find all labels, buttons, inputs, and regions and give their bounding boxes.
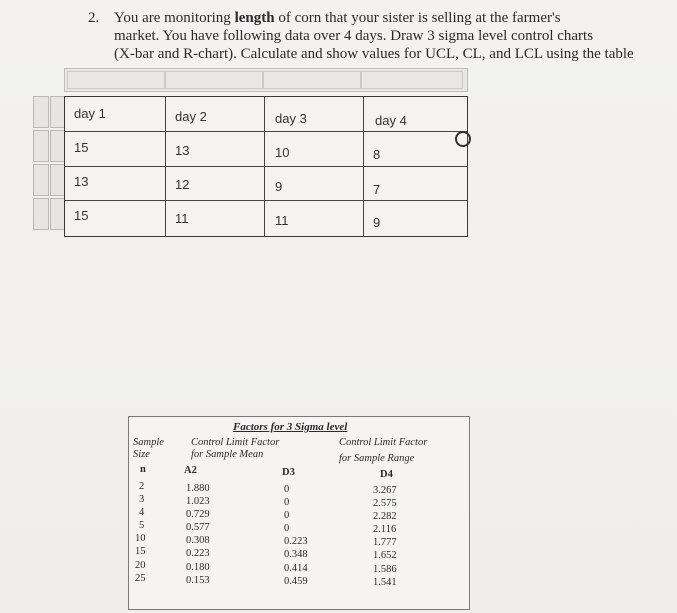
- d3-label: D3: [282, 467, 295, 478]
- factor-d3: 0.223: [284, 536, 308, 547]
- strip-cell: [263, 71, 361, 89]
- empty-header-strip: [64, 68, 468, 92]
- cell-r1-day1: 15: [74, 140, 89, 155]
- corn-length-table: [64, 96, 468, 237]
- mean-factor-header-1: Control Limit Factor: [191, 437, 280, 448]
- sample-size-header-1: Sample: [133, 437, 164, 448]
- factor-a2: 0.308: [186, 535, 210, 546]
- factor-n: 20: [135, 560, 146, 571]
- cell-r3-day3: 11: [275, 213, 289, 228]
- row-divider: [65, 166, 467, 167]
- factor-d3: 0.414: [284, 563, 308, 574]
- factor-d4: 1.586: [373, 564, 397, 575]
- factor-d4: 2.575: [373, 498, 397, 509]
- cell-r2-day4: 7: [373, 182, 381, 197]
- question-text: [114, 9, 664, 63]
- question-line-1: [114, 9, 664, 27]
- factor-d3: 0: [284, 497, 290, 508]
- header-day-4: day 4: [375, 113, 407, 128]
- factor-n: 10: [135, 533, 146, 544]
- question-line-1-pre: You are monitoring: [114, 10, 235, 26]
- sample-size-header-2: Size: [133, 449, 150, 460]
- factor-a2: 0.577: [186, 522, 210, 533]
- cell-r1-day2: 13: [175, 143, 190, 158]
- cell-r2-day3: 9: [275, 179, 283, 194]
- factor-a2: 0.729: [186, 509, 210, 520]
- factor-d3: 0: [284, 484, 290, 495]
- question-line-1-post: of corn that your sister is selling at the farmer's: [274, 10, 561, 26]
- factor-d4: 2.282: [373, 511, 397, 522]
- factor-n: 5: [139, 520, 145, 531]
- header-day-2: day 2: [175, 109, 207, 124]
- cell-r2-day2: 12: [175, 177, 190, 192]
- factor-a2: 0.153: [186, 575, 210, 586]
- factor-a2: 0.180: [186, 562, 210, 573]
- factor-d4: 1.652: [373, 550, 397, 561]
- factor-n: 4: [139, 507, 145, 518]
- factor-n: 25: [135, 573, 146, 584]
- question-number: 2.: [88, 10, 100, 26]
- row-selector-box[interactable]: [33, 96, 49, 128]
- range-factor-header-1: Control Limit Factor: [339, 437, 428, 448]
- cell-r3-day1: 15: [74, 208, 89, 223]
- factor-d4: 3.267: [373, 485, 397, 496]
- factors-title: Factors for 3 Sigma level: [233, 421, 348, 433]
- n-label: n: [140, 464, 146, 475]
- strip-cell: [67, 71, 165, 89]
- factor-n: 2: [139, 481, 145, 492]
- question-line-3: (X-bar and R-chart). Calculate and show values for UCL, CL, and LCL using the table: [114, 46, 634, 62]
- question-line-2: market. You have following data over 4 days. Draw 3 sigma level control charts: [114, 28, 594, 44]
- factor-a2: 1.023: [186, 496, 210, 507]
- factor-d3: 0.348: [284, 549, 308, 560]
- factor-d3: 0: [284, 523, 290, 534]
- row-selector-box[interactable]: [33, 198, 49, 230]
- cell-r3-day2: 11: [175, 211, 189, 226]
- cell-r1-day3: 10: [275, 145, 290, 160]
- row-divider: [65, 131, 467, 132]
- header-day-3: day 3: [275, 111, 307, 126]
- factor-d4: 1.541: [373, 577, 397, 588]
- row-divider: [65, 200, 467, 201]
- factor-a2: 0.223: [186, 548, 210, 559]
- row-selector-box[interactable]: [33, 164, 49, 196]
- question-bold-term: length: [234, 10, 275, 26]
- d4-label: D4: [380, 469, 393, 480]
- a2-label: A2: [184, 465, 197, 476]
- factor-a2: 1.880: [186, 483, 210, 494]
- cell-r3-day4: 9: [373, 215, 381, 230]
- range-factor-header-2: for Sample Range: [339, 453, 415, 464]
- rotate-handle-icon[interactable]: [455, 131, 471, 147]
- row-selector-box[interactable]: [33, 130, 49, 162]
- factor-d4: 1.777: [373, 537, 397, 548]
- factor-n: 3: [139, 494, 145, 505]
- factor-d3: 0: [284, 510, 290, 521]
- strip-cell: [361, 71, 463, 89]
- sigma-factors-table: [128, 416, 470, 610]
- row-selector-boxes: [33, 96, 63, 231]
- mean-factor-header-2: for Sample Mean: [191, 449, 264, 460]
- factor-d4: 2.116: [373, 524, 397, 535]
- factor-d3: 0.459: [284, 576, 308, 587]
- header-day-1: day 1: [74, 106, 106, 121]
- cell-r2-day1: 13: [74, 174, 89, 189]
- factor-n: 15: [135, 546, 146, 557]
- cell-r1-day4: 8: [373, 147, 381, 162]
- strip-cell: [165, 71, 263, 89]
